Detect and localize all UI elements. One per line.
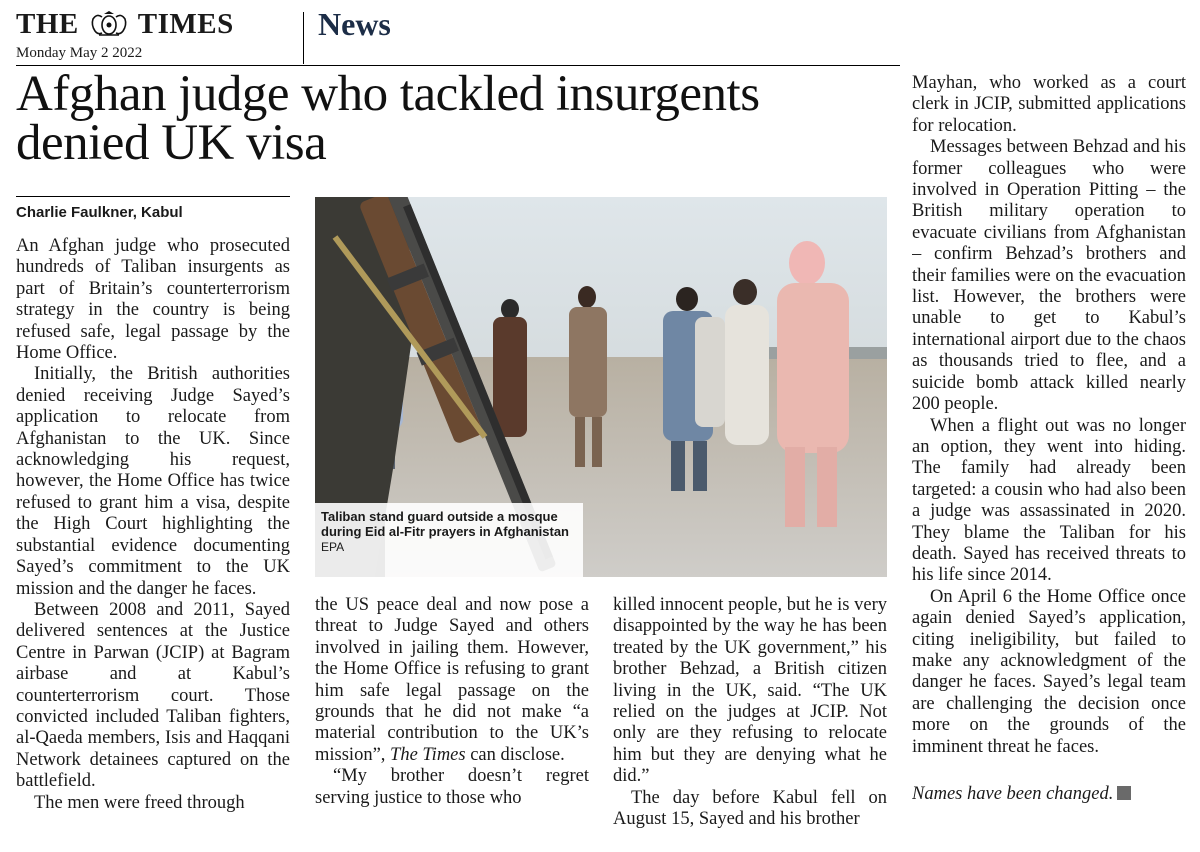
- editor-note-text: Names have been changed.: [912, 784, 1114, 804]
- paragraph: An Afghan judge who prosecuted hundreds of Taliban insurgents as part of Britain’s counterterrorism strategy in the country is being refused safe, legal passage by the Home Office.: [16, 236, 290, 364]
- editor-note: [912, 784, 1186, 805]
- logo-times: TIMES: [137, 8, 234, 40]
- photo-credit: EPA: [321, 540, 345, 554]
- byline-rule: [16, 196, 290, 197]
- paragraph: When a flight out was no longer an option, they went into hiding. The family had already been targeted: a cousin who had also been a judge was assassinated in 2020. They blame the Taliban for his death. Sayed has received threats to his life since 2014.: [912, 415, 1186, 586]
- issue-date: Monday May 2 2022: [16, 45, 143, 61]
- newspaper-logo: [16, 8, 306, 40]
- paragraph: [315, 595, 589, 766]
- paragraph: On April 6 the Home Office once again denied Sayed’s application, citing ineligibility, but failed to make any acknowledgment of the danger he faces. Sayed’s legal team are challenging the decision once more on the grounds of the imminent threat he faces.: [912, 586, 1186, 757]
- paper-name: The Times: [390, 744, 466, 765]
- end-mark-icon: [1117, 786, 1131, 800]
- article-column-1: [16, 236, 290, 836]
- masthead-divider: [303, 12, 304, 64]
- paragraph: Messages between Behzad and his former colleagues who were involved in Operation Pitting – the British military operation to evacuate civilians from Afghanistan – confirm Behzad’s brothers and their families were on the evacuation list. However, the brothers were unable to get to Kabul’s international airport due to the chaos as thousands tried to flee, and a suicide bomb attack killed nearly 200 people.: [912, 137, 1186, 415]
- headline: Afghan judge who tackled insurgents denied UK visa: [16, 66, 760, 171]
- paragraph: Mayhan, who worked as a court clerk in JCIP, submitted applications for relocation.: [912, 73, 1186, 136]
- royal-crest-icon: [89, 11, 129, 37]
- byline: Charlie Faulkner, Kabul: [16, 204, 183, 221]
- paragraph: killed innocent people, but he is very disappointed by the way he has been treated by the UK government,” his brother Behzad, a British citizen living in the UK, said. “The UK relied on the judges at JCIP. Not only are they refusing to relocate him but they are denying what he did.”: [613, 595, 887, 787]
- article-column-2: [315, 595, 589, 840]
- article-column-3: [613, 595, 887, 840]
- section-label: News: [318, 6, 391, 42]
- photo-caption: Taliban stand guard outside a mosque during Eid al-Fitr prayers in Afghanistan: [321, 509, 569, 539]
- paragraph: The day before Kabul fell on August 15, Sayed and his brother: [613, 787, 887, 830]
- paragraph: “My brother doesn’t regret serving justice to those who: [315, 766, 589, 808]
- paragraph-text: the US peace deal and now pose a threat to Judge Sayed and others involved in jailing them. However, the Home Office is refusing to grant him safe legal passage on the grounds that he did not make “a material contribution to the UK’s mission”,: [315, 595, 589, 765]
- paragraph: Initially, the British authorities denied receiving Judge Sayed’s application to relocate from Afghanistan to the UK. Since acknowledging his request, however, the Home Office has twice refused to grant him a visa, despite the High Court highlighting the substantial evidence documenting Sayed’s commitment to the UK mission and the danger he faces.: [16, 364, 290, 599]
- masthead: [16, 8, 306, 62]
- photo-caption-box: [315, 503, 583, 577]
- paragraph: The men were freed through: [34, 792, 245, 813]
- article-column-4: [912, 73, 1186, 843]
- logo-the: THE: [16, 8, 79, 40]
- paragraph-text-end: can disclose.: [465, 744, 565, 765]
- paragraph: Between 2008 and 2011, Sayed delivered sentences at the Justice Centre in Parwan (JCIP) at Bagram airbase and at Kabul’s counterterrorism court. Those convicted included Taliban fighters, al-Qaeda members, Isis and Haqqani Network detainees captured on the battlefield.: [16, 599, 290, 792]
